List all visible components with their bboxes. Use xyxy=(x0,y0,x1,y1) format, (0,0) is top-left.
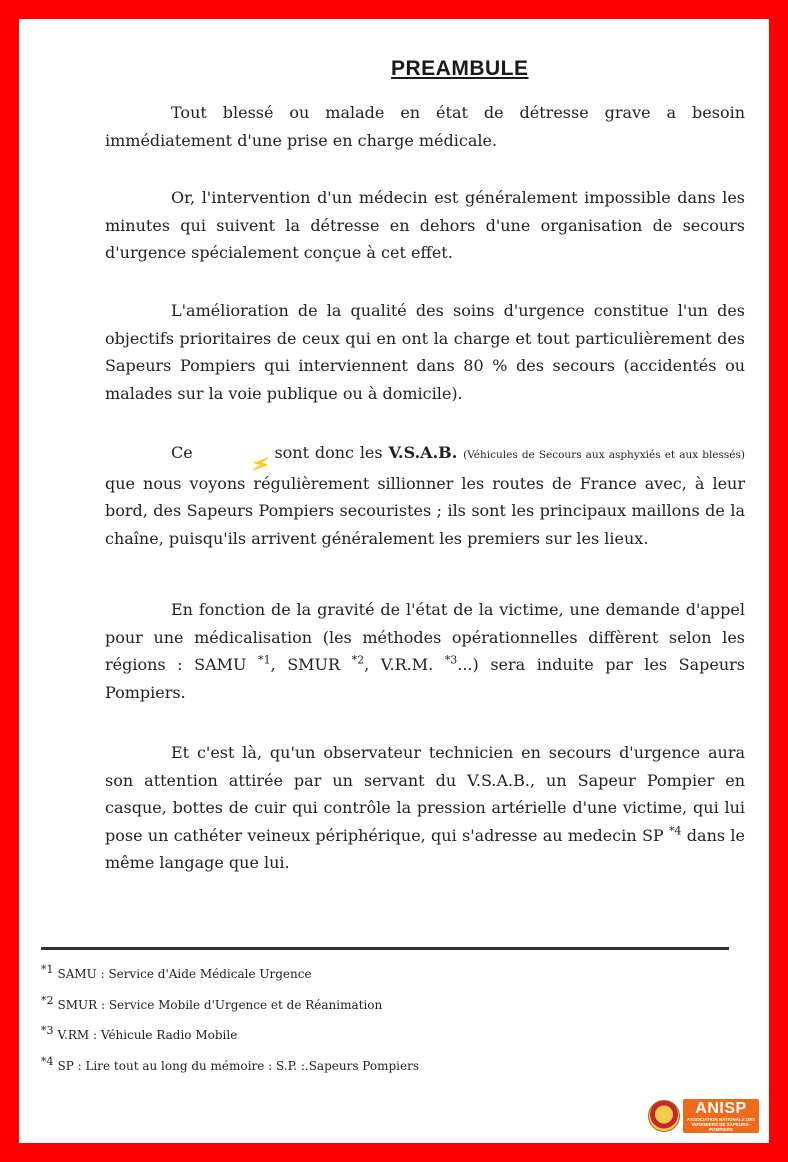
page-title: PREAMBULE xyxy=(391,57,529,80)
paragraph-1: Tout blessé ou malade en état de détresse grave a besoin immédiatement d'une prise en charge médicale. xyxy=(105,103,745,150)
footnote-ref-2: *2 xyxy=(351,653,365,667)
paragraph-6: Et c'est là, qu'un observateur technicien en secours d'urgence aura son attention attirée par un servant du V.S.A.B., un Sapeur Pompier en casque, bottes de cuir qui contrôle la pression artérielle d'une victime, qui lui pose un cathéter veineux périphérique, qui s'adresse au medecin SP $^{*4}$ dans le même langage que lui. xyxy=(105,743,745,872)
footnote-2: *2 SMUR : Service Mobile d'Urgence et de Réanimation xyxy=(41,994,383,1012)
paragraph-4: Ce ⚡ sont donc les V.S.A.B. (Véhicules de Secours aux asphyxiés et aux blessés) que nous voyons régulièrement sillionner les routes de France avec, à leur bord, des Sapeurs Pompiers secouristes ; ils sont les principaux maillons de la chaîne, puisqu'ils arrivent généralement les premiers sur les lieux. xyxy=(105,439,745,552)
logo-subtitle: ASSOCIATION NATIONALE DES INFIRMIERS DE SAPEURS-POMPIERS xyxy=(686,1117,756,1132)
highlight-mark-icon: ⚡ xyxy=(248,451,274,477)
anisp-seal-icon xyxy=(648,1100,680,1132)
footnote-ref-3: *3 xyxy=(444,653,458,667)
paragraph-5: En fonction de la gravité de l'état de la victime, une demande d'appel pour une médicalisation (les méthodes opérationnelles diffèrent selon les régions : SAMU $^{*1}$, SMUR $^{*2}$, V.R.M. $^{*3}$...) sera induite par les Sapeurs Pompiers. xyxy=(105,600,746,702)
footnote-1: *1 SAMU : Service d'Aide Médicale Urgence xyxy=(41,963,312,981)
paragraph-2: Or, l'intervention d'un médecin est généralement impossible dans les minutes qui suivent la détresse en dehors d'une organisation de secours d'urgence spécialement conçue à cet effet. xyxy=(105,188,745,262)
document-page xyxy=(19,19,769,1143)
paragraph-4-start: Ce xyxy=(171,443,193,462)
footnote-ref-1: *1 xyxy=(258,653,271,667)
vsab-abbreviation: V.S.A.B. xyxy=(388,443,458,462)
footnote-4: *4 SP : Lire tout au long du mémoire : S.P. :.Sapeurs Pompiers xyxy=(41,1055,420,1073)
anisp-brand-badge xyxy=(683,1099,759,1133)
vsab-definition: (Véhicules de Secours aux asphyxiés et aux blessés) xyxy=(463,449,745,461)
footnote-3: *3 V.RM : Véhicule Radio Mobile xyxy=(41,1024,238,1042)
footnote-ref-4: *4 xyxy=(668,824,682,838)
paragraph-3: L'amélioration de la qualité des soins d'urgence constitue l'un des objectifs prioritaires de ceux qui en ont la charge et tout particulièrement des Sapeurs Pompiers qui interviennent dans 80 % des secours (accidentés ou malades sur la voie publique ou à domicile). xyxy=(105,301,745,403)
footnote-divider xyxy=(41,947,729,950)
anisp-logo xyxy=(648,1099,759,1133)
logo-name: ANISP xyxy=(695,1100,747,1117)
